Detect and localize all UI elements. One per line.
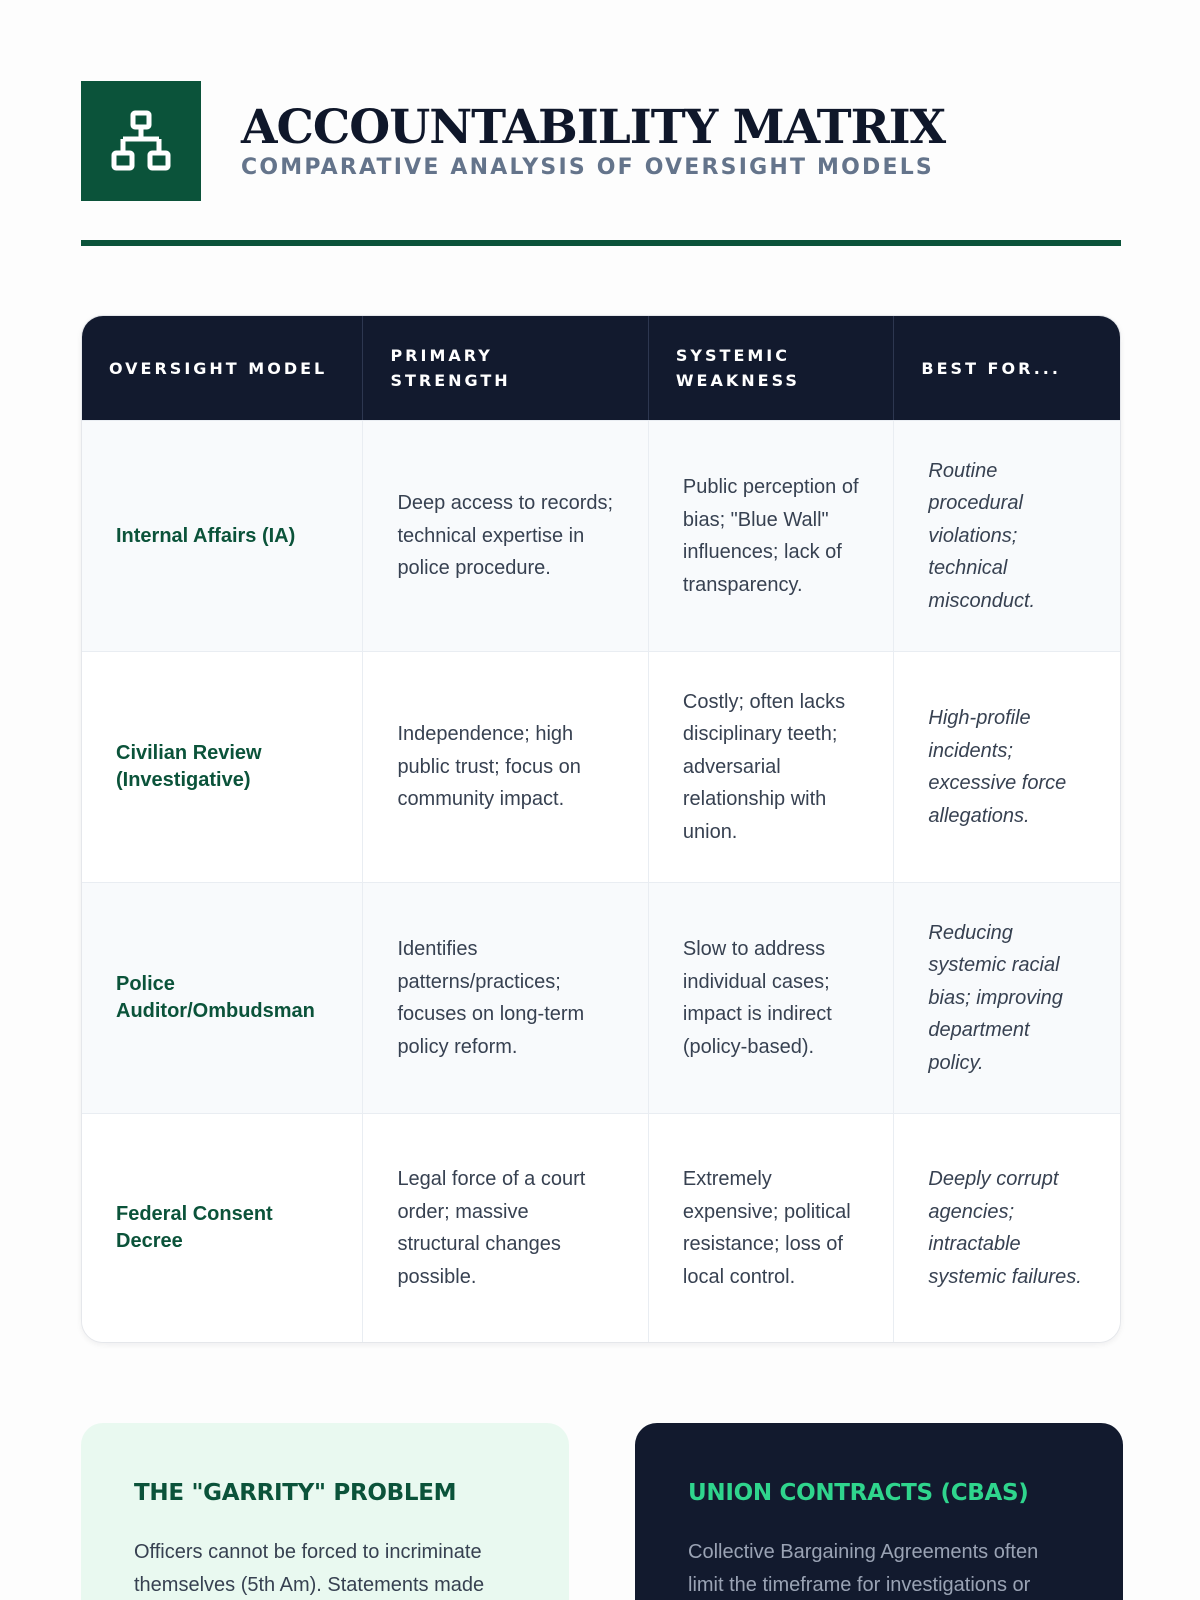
best-for: Reducing systemic racial bias; improving department policy. (928, 921, 1063, 1074)
systemic-weakness: Costly; often lacks disciplinary teeth; adversarial relationship with union. (649, 652, 895, 882)
best-for: High-profile incidents; excessive force allegations. (928, 707, 1067, 827)
primary-strength: Identifies patterns/practices; focuses on long-term policy reform. (363, 883, 648, 1113)
hierarchy-icon (109, 109, 173, 173)
garrity-card (81, 1423, 569, 1600)
systemic-weakness: Public perception of bias; "Blue Wall" influences; lack of transparency. (649, 421, 895, 651)
best-for: Routine procedural violations; technical misconduct. (928, 459, 1036, 612)
primary-strength: Independence; high public trust; focus on community impact. (363, 652, 648, 882)
garrity-card-text: Officers cannot be forced to incriminate themselves (5th Am). Statements made (134, 1541, 485, 1596)
column-header-model: OVERSIGHT MODEL (82, 316, 363, 420)
page-title: ACCOUNTABILITY MATRIX (241, 100, 946, 155)
header-divider (81, 240, 1121, 246)
table-row (82, 882, 1120, 1113)
page-subtitle: COMPARATIVE ANALYSIS OF OVERSIGHT MODELS (241, 155, 934, 180)
table-header-row (82, 316, 1120, 420)
model-name: Civilian Review (Investigative) (82, 652, 363, 882)
column-header-best-for: BEST FOR... (921, 358, 1061, 378)
column-header-strength: PRIMARY STRENGTH (363, 316, 648, 420)
table-row (82, 420, 1120, 651)
union-contracts-card-title: UNION CONTRACTS (CBAS) (688, 1480, 1029, 1506)
model-name: Internal Affairs (IA) (82, 421, 363, 651)
column-header-weakness: SYSTEMIC WEAKNESS (649, 316, 895, 420)
garrity-card-title: THE "GARRITY" PROBLEM (134, 1480, 457, 1506)
model-name: Police Auditor/Ombudsman (82, 883, 363, 1113)
union-contracts-card-text: Collective Bargaining Agreements often limit the timeframe for investigations or (688, 1541, 1039, 1596)
model-name: Federal Consent Decree (82, 1114, 363, 1342)
best-for: Deeply corrupt agencies; intractable systemic failures. (928, 1168, 1082, 1288)
systemic-weakness: Extremely expensive; political resistance; loss of local control. (649, 1114, 895, 1342)
primary-strength: Deep access to records; technical expertise in police procedure. (363, 421, 648, 651)
table-row (82, 651, 1120, 882)
logo (81, 81, 201, 201)
union-contracts-card (635, 1423, 1123, 1600)
accountability-table (81, 315, 1121, 1343)
primary-strength: Legal force of a court order; massive structural changes possible. (363, 1114, 648, 1342)
systemic-weakness: Slow to address individual cases; impact is indirect (policy-based). (649, 883, 895, 1113)
table-row (82, 1113, 1120, 1342)
